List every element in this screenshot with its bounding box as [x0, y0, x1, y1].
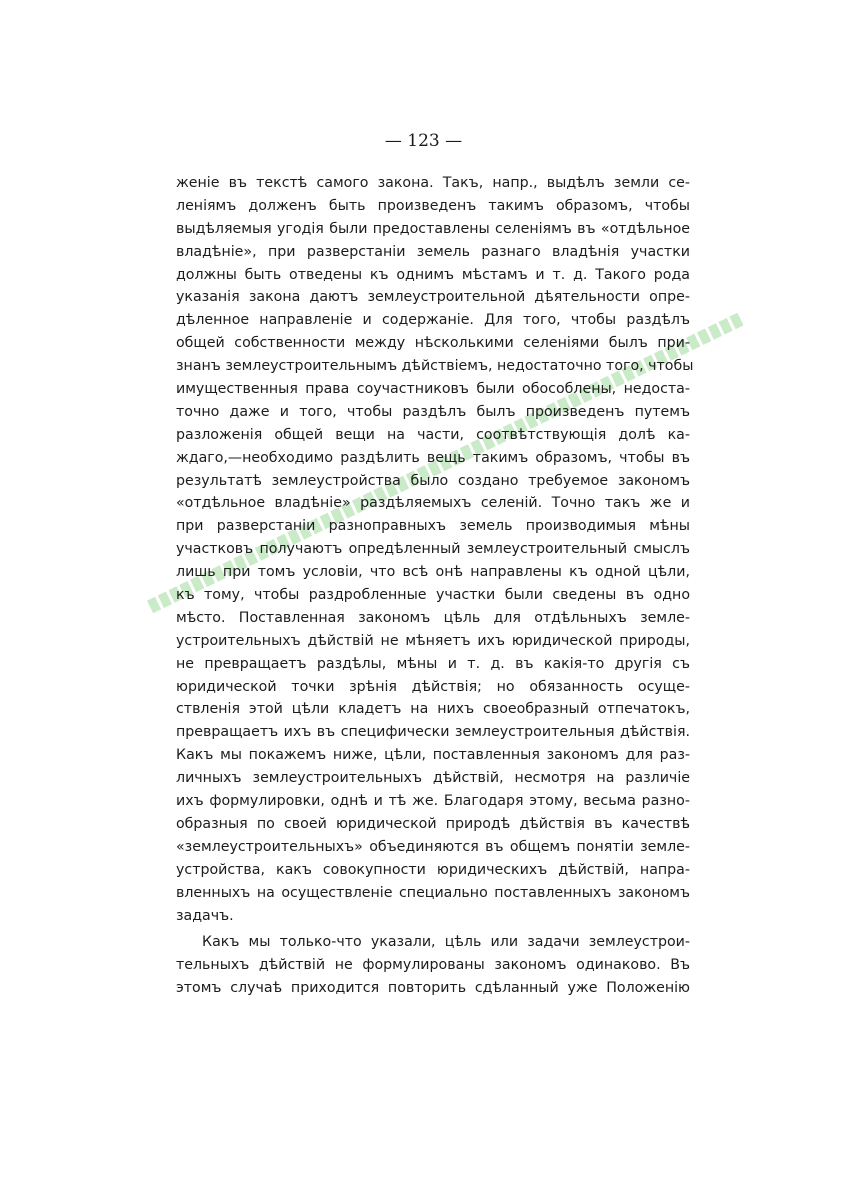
- paragraph-1: [176, 172, 694, 927]
- text-line: разложенія общей вещи на части, соотвѣтствующія долѣ ка-: [176, 426, 690, 443]
- text-line: владѣніе», при разверстаніи земель разнаго владѣнія участки: [176, 243, 690, 260]
- text-line: тельныхъ дѣйствій не формулированы закономъ одинаково. Въ: [176, 957, 690, 974]
- text-line: женіе въ текстѣ самого закона. Такъ, напр., выдѣлъ земли се-: [176, 175, 690, 191]
- text-line: вленныхъ на осуществленіе специально поставленныхъ закономъ: [176, 884, 690, 901]
- text-line: превращаетъ ихъ въ специфически землеустроительныя дѣйствія.: [176, 724, 690, 741]
- text-line: общей собственности между нѣсколькими селеніями былъ при-: [176, 335, 690, 352]
- text-line: «землеустроительныхъ» объединяются въ общемъ понятіи земле-: [176, 838, 690, 855]
- text-line: дѣленное направленіе и содержаніе. Для того, чтобы раздѣлъ: [176, 312, 690, 329]
- text-line: знанъ землеустроительнымъ дѣйствіемъ, недостаточно того, чтобы: [176, 358, 694, 375]
- text-line: не превращаетъ раздѣлы, мѣны и т. д. въ какія-то другія съ: [176, 655, 690, 672]
- text-line: этомъ случаѣ приходится повторить сдѣланный уже Положенію: [176, 980, 690, 997]
- text-line: образныя по своей юридической природѣ дѣйствія въ качествѣ: [176, 815, 690, 832]
- text-line: при разверстаніи разноправныхъ земель производимыя мѣны: [176, 518, 690, 535]
- text-line: ствленія этой цѣли кладетъ на нихъ своеобразный отпечатокъ,: [176, 701, 690, 718]
- text-line: имущественныя права соучастниковъ были обособлены, недоста-: [176, 381, 690, 398]
- text-line: устройства, какъ совокупности юридическихъ дѣйствій, напра-: [176, 861, 690, 878]
- text-line: должны быть отведены къ однимъ мѣстамъ и т. д. Такого рода: [176, 266, 690, 283]
- text-line: устроительныхъ дѣйствій не мѣняетъ ихъ юридической природы,: [176, 632, 690, 649]
- text-line: юридической точки зрѣнія дѣйствія; но обязанность осуще-: [176, 678, 690, 695]
- text-line: точно даже и того, чтобы раздѣлъ былъ произведенъ путемъ: [176, 403, 690, 420]
- text-line: ихъ формулировки, однѣ и тѣ же. Благодаря этому, весьма разно-: [176, 793, 690, 810]
- text-line: «отдѣльное владѣніе» раздѣляемыхъ селеній. Точно такъ же и: [176, 495, 690, 512]
- text-line: къ тому, чтобы раздробленные участки были сведены въ одно: [176, 587, 690, 604]
- text-line: леніямъ долженъ быть произведенъ такимъ образомъ, чтобы: [176, 197, 690, 214]
- text-line: ждаго,—необходимо раздѣлить вещь такимъ образомъ, чтобы въ: [176, 449, 690, 466]
- text-line: личныхъ землеустроительныхъ дѣйствій, несмотря на различіе: [176, 770, 690, 787]
- text-line: результатѣ землеустройства было создано требуемое закономъ: [176, 472, 690, 489]
- paragraph-2: [176, 931, 690, 1000]
- text-line: указанія закона даютъ землеустроительной дѣятельности опре-: [176, 289, 690, 306]
- text-line: мѣсто. Поставленная закономъ цѣль для отдѣльныхъ земле-: [176, 609, 690, 626]
- text-line: выдѣляемыя угодія были предоставлены селеніямъ въ «отдѣльное: [176, 220, 690, 237]
- text-line: Какъ мы покажемъ ниже, цѣли, поставленныя закономъ для раз-: [176, 747, 690, 764]
- text-line: Какъ мы только-что указали, цѣль или задачи землеустрои-: [202, 934, 690, 951]
- text-line: лишь при томъ условіи, что всѣ онѣ направлены къ одной цѣли,: [176, 564, 690, 581]
- text-line: задачъ.: [176, 907, 234, 924]
- body-text: [176, 172, 694, 1000]
- page-number: — 123 —: [384, 131, 463, 151]
- text-line: участковъ получаютъ опредѣленный землеустроительный смыслъ: [176, 541, 690, 558]
